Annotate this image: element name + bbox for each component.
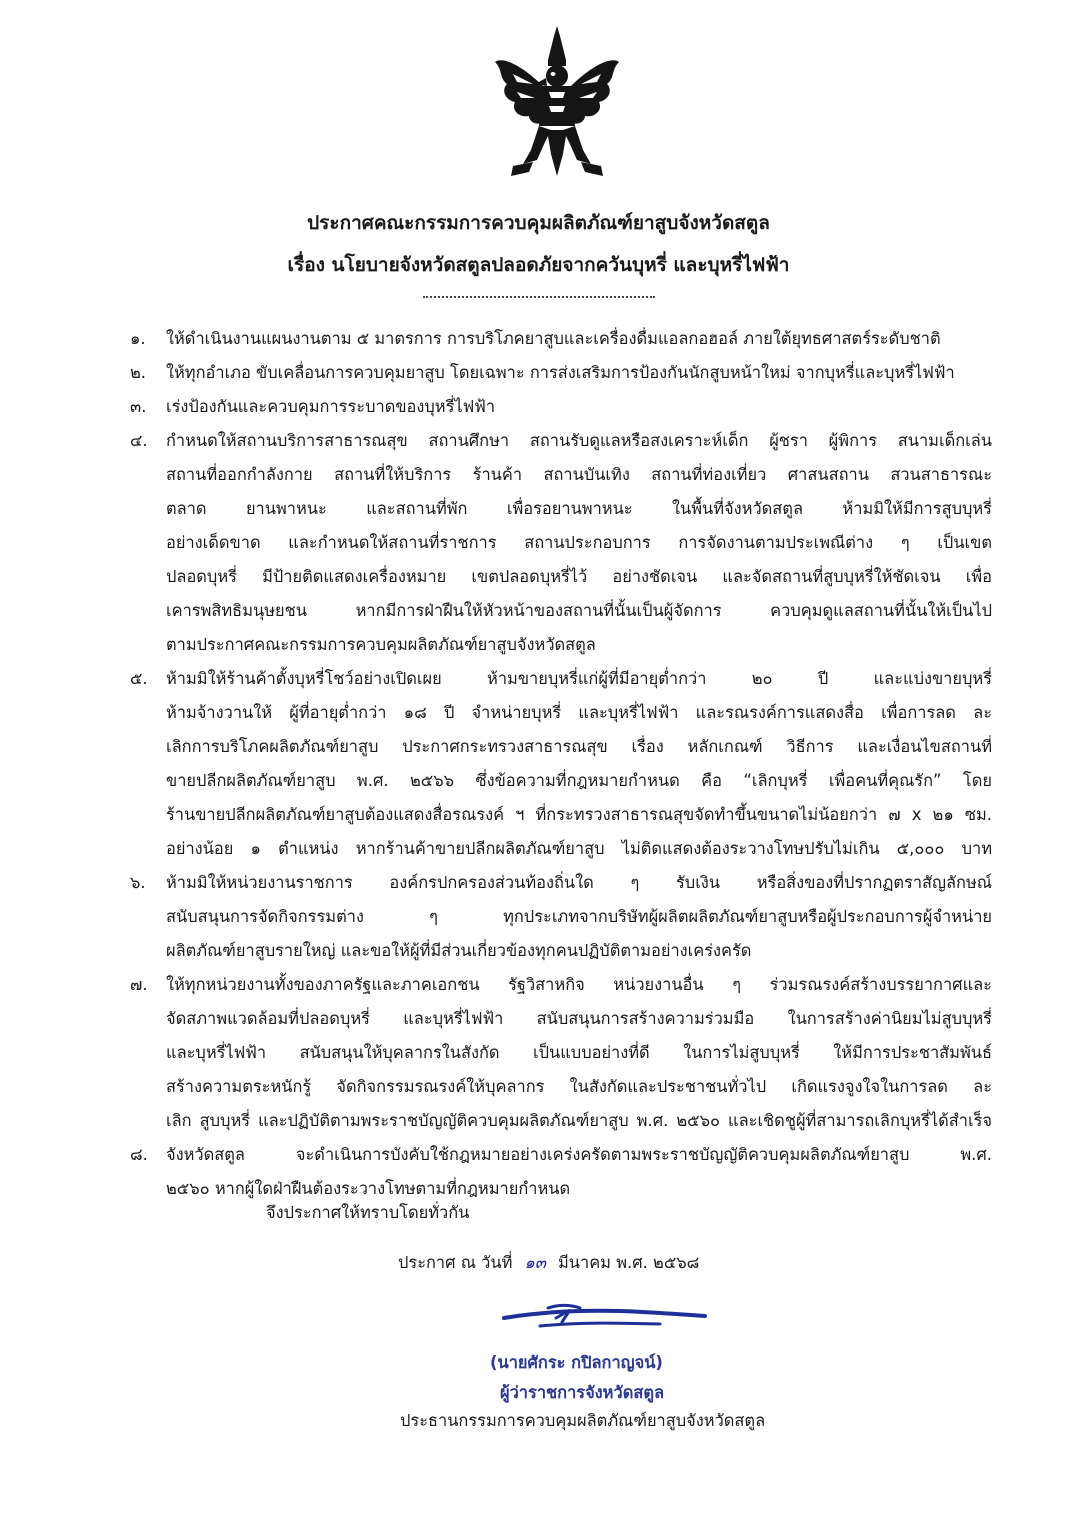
signatory-position: ผู้ว่าราชการจังหวัดสตูล xyxy=(500,1383,665,1402)
item-text-line: จังหวัดสตูล จะดำเนินการบังคับใช้กฎหมายอย่างเคร่งครัดตามพระราชบัญญัติควบคุมผลิตภัณฑ์ยาสูบ พ.ศ. xyxy=(166,1145,992,1164)
item-number: ๕. xyxy=(130,669,148,688)
item-text-line: ปลอดบุหรี่ มีป้ายติดแสดงเครื่องหมาย เขตปลอดบุหรี่ไว้ อย่างชัดเจน และจัดสถานที่สูบบุหรี่ให้ชัดเจน เพื่อ xyxy=(166,567,992,586)
item-text-line: ตามประกาศคณะกรรมการควบคุมผลิตภัณฑ์ยาสูบจังหวัดสตูล xyxy=(166,635,596,654)
item-number: ๘. xyxy=(130,1145,148,1164)
garuda-emblem xyxy=(493,26,621,182)
item-text-line: สถานที่ออกกำลังกาย สถานที่ให้บริการ ร้านค้า สถานบันเทิง สถานที่ท่องเที่ยว ศาสนสถาน สวนสาธารณะ xyxy=(166,465,992,484)
item-text-line: จัดสภาพแวดล้อมที่ปลอดบุหรี่ และบุหรี่ไฟฟ้า สนับสนุนการสร้างความร่วมมือ ในการสร้างค่านิยมไม่สูบบุหรี่ xyxy=(166,1009,992,1028)
item-text-line: ร้านขายปลีกผลิตภัณฑ์ยาสูบต้องแสดงสื่อรณรงค์ ฯ ที่กระทรวงสาธารณสุขจัดทำขึ้นขนาดไม่น้อยกว่า ๗ x ๒๑ ซม. xyxy=(166,805,992,824)
date-prefix: ประกาศ ณ วันที่ xyxy=(398,1253,513,1272)
item-number: ๖. xyxy=(130,873,146,892)
item-text-line: ให้ดำเนินงานแผนงานตาม ๕ มาตรการ การบริโภคยาสูบและเครื่องดื่มแอลกอฮอล์ ภายใต้ยุทธศาสตร์ระดับชาติ xyxy=(166,329,941,348)
item-text-line: สนับสนุนการจัดกิจกรรมต่าง ๆ ทุกประเภทจากบริษัทผู้ผลิตผลิตภัณฑ์ยาสูบหรือผู้ประกอบการผู้จำหน่าย xyxy=(166,907,992,926)
item-number: ๗. xyxy=(130,975,148,994)
item-text-line: ๒๕๖๐ หากผู้ใดฝ่าฝืนต้องระวางโทษตามที่กฎหมายกำหนด xyxy=(166,1179,571,1198)
signatory-name: (นายศักระ กปิลกาญจน์) xyxy=(490,1353,663,1372)
item-text-line: สร้างความตระหนักรู้ จัดกิจกรรมรณรงค์ให้บุคลากร ในสังกัดและประชาชนทั่วไป เกิดแรงจูงใจในการลด ละ xyxy=(166,1077,992,1096)
item-text-line: ให้ทุกหน่วยงานทั้งของภาครัฐและภาคเอกชน รัฐวิสาหกิจ หน่วยงานอื่น ๆ ร่วมรณรงค์สร้างบรรยากาศและ xyxy=(166,975,992,994)
item-text-line: เลิก สูบบุหรี่ และปฏิบัติตามพระราชบัญญัติควบคุมผลิตภัณฑ์ยาสูบ พ.ศ. ๒๕๖๐ และเชิดชูผู้ที่สามารถเลิกบุหรี่ได้สำเร็จ xyxy=(166,1111,992,1130)
item-text-line: ห้ามจ้างวานให้ ผู้ที่อายุต่ำกว่า ๑๘ ปี จำหน่ายบุหรี่ และบุหรี่ไฟฟ้า และรณรงค์การแสดงสื่อ เพื่อการลด ละ xyxy=(166,703,992,722)
item-number: ๑. xyxy=(130,329,146,348)
item-text-line: ห้ามมิให้หน่วยงานราชการ องค์กรปกครองส่วนท้องถิ่นใด ๆ รับเงิน หรือสิ่งของที่ปรากฏตราสัญลักษณ์ xyxy=(166,873,992,892)
item-text-line: ให้ทุกอำเภอ ขับเคลื่อนการควบคุมยาสูบ โดยเฉพาะ การส่งเสริมการป้องกันนักสูบหน้าใหม่ จากบุหรี่และบุหรี่ไฟฟ้า xyxy=(166,363,955,382)
announcement-title: ประกาศคณะกรรมการควบคุมผลิตภัณฑ์ยาสูบจังหวัดสตูล xyxy=(307,212,770,234)
item-text-line: กำหนดให้สถานบริการสาธารณสุข สถานศึกษา สถานรับดูแลหรือสงเคราะห์เด็ก ผู้ชรา ผู้พิการ สนามเด็กเล่น xyxy=(166,431,992,450)
item-text-line: ผลิตภัณฑ์ยาสูบรายใหญ่ และขอให้ผู้ที่มีส่วนเกี่ยวข้องทุกคนปฏิบัติตามอย่างเคร่งครัด xyxy=(166,941,752,960)
date-day: ๑๓ xyxy=(524,1253,546,1272)
item-text-line: เคารพสิทธิมนุษยชน หากมีการฝ่าฝืนให้หัวหน้าของสถานที่นั้นเป็นผู้จัดการ ควบคุมดูแลสถานที่นั้นให้เป็นไป xyxy=(166,601,992,620)
item-text-line: และบุหรี่ไฟฟ้า สนับสนุนให้บุคลากรในสังกัด เป็นแบบอย่างที่ดี ในการไม่สูบบุหรี่ ให้มีการประชาสัมพันธ์ xyxy=(166,1043,992,1062)
signatory-role: ประธานกรรมการควบคุมผลิตภัณฑ์ยาสูบจังหวัดสตูล xyxy=(400,1411,766,1430)
closing-statement: จึงประกาศให้ทราบโดยทั่วกัน xyxy=(266,1203,470,1222)
dotted-separator xyxy=(423,296,655,298)
item-number: ๓. xyxy=(130,397,147,416)
item-text-line: เร่งป้องกันและควบคุมการระบาดของบุหรี่ไฟฟ้า xyxy=(166,397,496,416)
item-text-line: อย่างน้อย ๑ ตำแหน่ง หากร้านค้าขายปลีกผลิตภัณฑ์ยาสูบ ไม่ติดแสดงต้องระวางโทษปรับไม่เกิน ๕,๐๐๐ บาท xyxy=(166,839,992,858)
date-month-year: มีนาคม พ.ศ. ๒๕๖๘ xyxy=(558,1253,700,1272)
item-number: ๔. xyxy=(130,431,148,450)
item-text-line: เลิกการบริโภคผลิตภัณฑ์ยาสูบ ประกาศกระทรวงสาธารณสุข เรื่อง หลักเกณฑ์ วิธีการ และเงื่อนไขสถานที่ xyxy=(166,737,992,756)
announcement-subject: เรื่อง นโยบายจังหวัดสตูลปลอดภัยจากควันบุหรี่ และบุหรี่ไฟฟ้า xyxy=(287,254,790,276)
item-text-line: อย่างเด็ดขาด และกำหนดให้สถานที่ราชการ สถานประกอบการ การจัดงานตามประเพณีต่าง ๆ เป็นเขต xyxy=(166,533,992,552)
announcement-date xyxy=(398,1250,699,1276)
item-number: ๒. xyxy=(130,363,147,382)
item-text-line: ห้ามมิให้ร้านค้าตั้งบุหรี่โชว์อย่างเปิดเผย ห้ามขายบุหรี่แก่ผู้ที่มีอายุต่ำกว่า ๒๐ ปี และแบ่งขายบุหรี่ xyxy=(166,669,992,688)
item-text-line: ขายปลีกผลิตภัณฑ์ยาสูบ พ.ศ. ๒๕๖๖ ซึ่งข้อความที่กฎหมายกำหนด คือ “เลิกบุหรี่ เพื่อคนที่คุณรัก” โดย xyxy=(166,771,992,790)
handwritten-signature xyxy=(500,1296,710,1336)
item-text-line: ตลาด ยานพาหนะ และสถานที่พัก เพื่อรอยานพาหนะ ในพื้นที่จังหวัดสตูล ห้ามมิให้มีการสูบบุหรี่ xyxy=(166,499,992,518)
